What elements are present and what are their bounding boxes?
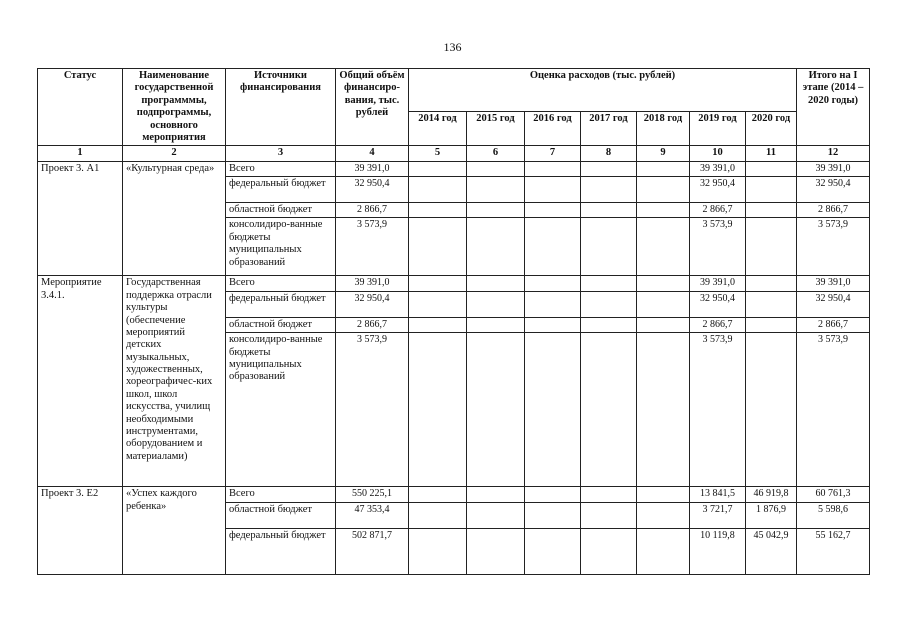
source-cell: Всего [226,276,336,291]
total-cell: 3 573,9 [336,218,409,276]
name-cell: «Культурная среда» [123,161,226,276]
header-status: Статус [38,69,123,146]
stage-total-cell: 55 162,7 [797,528,870,574]
year-value-cell [409,528,467,574]
stage-total-cell: 3 573,9 [797,218,870,276]
year-value-cell [637,291,690,317]
year-value-cell [409,317,467,332]
header-year: 2017 год [581,112,637,146]
year-value-cell [409,276,467,291]
stage-total-cell: 2 866,7 [797,203,870,218]
stage-total-cell: 2 866,7 [797,317,870,332]
header-estimate: Оценка расходов (тыс. рублей) [409,69,797,112]
year-value-cell [467,333,525,487]
column-number: 10 [690,146,746,161]
total-cell: 2 866,7 [336,317,409,332]
column-number: 6 [467,146,525,161]
year-value-cell [746,317,797,332]
year-value-cell [525,203,581,218]
source-cell: федеральный бюджет [226,528,336,574]
year-value-cell [581,203,637,218]
status-cell: Проект 3. E2 [38,487,123,574]
year-value-cell [581,502,637,528]
year-value-cell: 39 391,0 [690,276,746,291]
year-value-cell [746,218,797,276]
header-year: 2014 год [409,112,467,146]
year-value-cell [581,317,637,332]
column-number: 2 [123,146,226,161]
year-value-cell [746,161,797,176]
year-value-cell [581,333,637,487]
year-value-cell [467,502,525,528]
name-cell: «Успех каждого ребенка» [123,487,226,574]
year-value-cell [637,161,690,176]
header-year: 2019 год [690,112,746,146]
source-cell: областной бюджет [226,317,336,332]
year-value-cell [581,161,637,176]
year-value-cell: 3 573,9 [690,333,746,487]
year-value-cell [467,276,525,291]
year-value-cell [746,203,797,218]
total-cell: 39 391,0 [336,161,409,176]
year-value-cell [409,177,467,203]
year-value-cell [409,502,467,528]
stage-total-cell: 32 950,4 [797,177,870,203]
stage-total-cell: 32 950,4 [797,291,870,317]
header-stage-total: Итого на I этапе (2014 – 2020 годы) [797,69,870,146]
year-value-cell [746,177,797,203]
year-value-cell [581,218,637,276]
year-value-cell [409,291,467,317]
year-value-cell [637,487,690,502]
page-number: 136 [443,40,462,54]
year-value-cell [746,291,797,317]
year-value-cell: 32 950,4 [690,177,746,203]
table-row [38,276,870,291]
total-cell: 502 871,7 [336,528,409,574]
year-value-cell [637,528,690,574]
year-value-cell [581,177,637,203]
year-value-cell [637,203,690,218]
budget-table-body [38,161,870,574]
source-cell: федеральный бюджет [226,291,336,317]
year-value-cell [637,276,690,291]
year-value-cell [467,161,525,176]
column-number: 1 [38,146,123,161]
year-value-cell: 46 919,8 [746,487,797,502]
name-cell: Государственная поддержка отрасли культуры (обеспечение мероприятий детских музыкальных, художественных, хореографичес-ких школ, школ искусства, училищ необходимыми инструментами, оборудованием и материалами) [123,276,226,487]
year-value-cell: 1 876,9 [746,502,797,528]
source-cell: Всего [226,161,336,176]
year-value-cell: 2 866,7 [690,203,746,218]
column-number: 8 [581,146,637,161]
status-cell: Проект 3. A1 [38,161,123,276]
total-cell: 3 573,9 [336,333,409,487]
column-number: 5 [409,146,467,161]
header-name: Наименование государственной программмы, подпрограммы, основного мероприятия [123,69,226,146]
year-value-cell [525,291,581,317]
year-value-cell [467,317,525,332]
column-number: 4 [336,146,409,161]
year-value-cell [581,528,637,574]
year-value-cell [525,487,581,502]
year-value-cell [467,291,525,317]
year-value-cell [525,317,581,332]
stage-total-cell: 39 391,0 [797,161,870,176]
year-value-cell: 45 042,9 [746,528,797,574]
year-value-cell: 13 841,5 [690,487,746,502]
year-value-cell [467,218,525,276]
source-cell: консолидиро-ванные бюджеты муниципальных образований [226,218,336,276]
header-total: Общий объём финансиро-вания, тыс. рублей [336,69,409,146]
header-year: 2020 год [746,112,797,146]
year-value-cell [409,487,467,502]
stage-total-cell: 5 598,6 [797,502,870,528]
year-value-cell [746,333,797,487]
year-value-cell [637,333,690,487]
source-cell: областной бюджет [226,203,336,218]
year-value-cell: 39 391,0 [690,161,746,176]
table-row [38,487,870,502]
year-value-cell [467,528,525,574]
year-value-cell [409,333,467,487]
column-number: 12 [797,146,870,161]
budget-table [37,68,870,575]
column-number-row [38,146,870,161]
header-year: 2016 год [525,112,581,146]
status-cell: Мероприятие 3.4.1. [38,276,123,487]
total-cell: 47 353,4 [336,502,409,528]
year-value-cell [525,218,581,276]
year-value-cell [525,161,581,176]
year-value-cell [746,276,797,291]
year-value-cell: 10 119,8 [690,528,746,574]
total-cell: 2 866,7 [336,203,409,218]
total-cell: 32 950,4 [336,177,409,203]
column-number: 7 [525,146,581,161]
year-value-cell [525,333,581,487]
year-value-cell [467,203,525,218]
year-value-cell [467,487,525,502]
year-value-cell [581,487,637,502]
year-value-cell [637,317,690,332]
year-value-cell [467,177,525,203]
year-value-cell [525,276,581,291]
year-value-cell [409,161,467,176]
column-number: 3 [226,146,336,161]
header-sources: Источники финансирования [226,69,336,146]
total-cell: 32 950,4 [336,291,409,317]
total-cell: 39 391,0 [336,276,409,291]
year-value-cell [409,203,467,218]
year-value-cell: 3 721,7 [690,502,746,528]
year-value-cell: 3 573,9 [690,218,746,276]
year-value-cell [581,276,637,291]
year-value-cell [581,291,637,317]
source-cell: областной бюджет [226,502,336,528]
year-value-cell [409,218,467,276]
year-value-cell [637,177,690,203]
year-value-cell [637,218,690,276]
stage-total-cell: 3 573,9 [797,333,870,487]
table-row [38,161,870,176]
year-value-cell: 32 950,4 [690,291,746,317]
column-number: 9 [637,146,690,161]
year-value-cell: 2 866,7 [690,317,746,332]
year-value-cell [525,528,581,574]
source-cell: консолидиро-ванные бюджеты муниципальных образований [226,333,336,487]
header-year: 2018 год [637,112,690,146]
header-year: 2015 год [467,112,525,146]
year-value-cell [525,502,581,528]
column-number: 11 [746,146,797,161]
source-cell: Всего [226,487,336,502]
year-value-cell [525,177,581,203]
total-cell: 550 225,1 [336,487,409,502]
stage-total-cell: 60 761,3 [797,487,870,502]
year-value-cell [637,502,690,528]
stage-total-cell: 39 391,0 [797,276,870,291]
source-cell: федеральный бюджет [226,177,336,203]
